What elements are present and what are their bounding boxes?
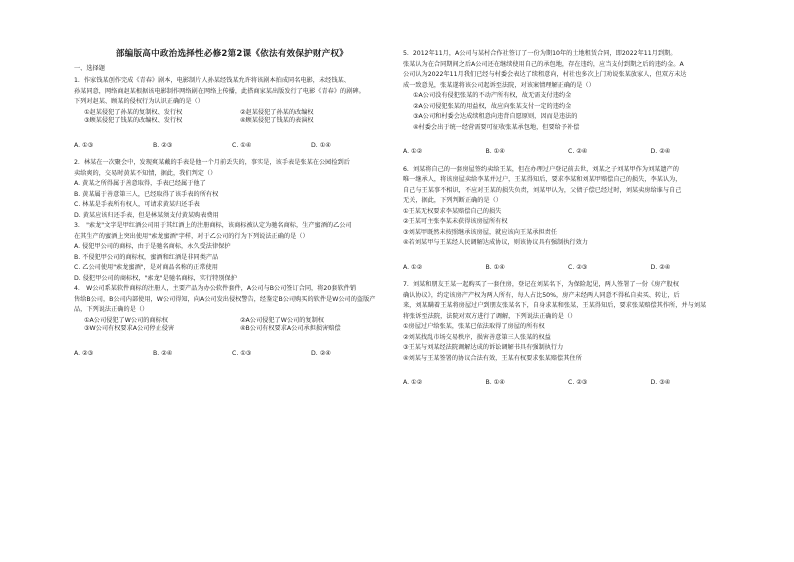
sub-option: ③顾某侵犯了钱某的改编权、发行权 — [84, 117, 183, 124]
option-line: B. 黄某属于善意第三人，已经取得了该手表的所有权 — [74, 190, 219, 198]
question-line: 公司认为2022年11月我们已经与村委会表达了续租意向，村社也多次上门劝说张某放家人，但双方未达 — [403, 71, 687, 78]
answer-option-c[interactable]: C. ①④ — [232, 141, 252, 149]
answer-choices — [403, 148, 733, 157]
sub-option: ②赵某侵犯了孙某的改编权 — [240, 108, 314, 116]
sub-option: ④顾某侵犯了钱某的表演权 — [240, 117, 314, 124]
option-line: A. 侵犯甲公司的商标，由于是驰名商标，永久受法律保护 — [74, 243, 231, 250]
answer-option-d[interactable]: D. ③④ — [650, 379, 671, 386]
answer-option-b[interactable]: B. ①④ — [485, 263, 505, 271]
question-line: 卖给爽的，交易时黄某不知情，据此，我们判定（） — [74, 169, 217, 177]
answer-option-b[interactable]: B. ②④ — [153, 349, 173, 357]
answer-option-a[interactable]: A. ①③ — [74, 141, 94, 149]
option-line: D. 侵犯甲公司的商标权，"索龙"是驰名商标，实行特别保护 — [74, 274, 237, 282]
answer-option-d[interactable]: D. ②④ — [650, 148, 671, 155]
question-line: 7. 刘某和朋友王某一起购买了一套住房，登记在刘某名下，为保险起见，两人签署了一份《房产股权 — [403, 281, 679, 288]
question-number: 5. — [403, 50, 409, 57]
answer-option-d[interactable]: D. ②④ — [650, 263, 671, 271]
question-line: 张某认为在合同期间之后A公司还在继续使用自己的承包地，存在违约，应当支付到期之后的违约金。A — [403, 60, 684, 68]
answer-choices — [74, 142, 390, 151]
answer-choices — [403, 264, 733, 273]
question-line: 4. W公司系某软件商标的注册人，主要产品为办公软件套件，A公司与B公司签订合同，将20套软件销 — [74, 285, 357, 292]
answer-option-a[interactable]: A. ①② — [403, 148, 423, 155]
question-line: 确认协议》，约定该房产产权为两人所有，每人占比50%，房产未经两人同意不得私自卖买、转让，后 — [403, 291, 680, 299]
sub-option: ④B公司有权要求A公司承担损害赔偿 — [240, 325, 341, 332]
page-title: 部编版高中政治选择性必修2第2课《依法有效保护财产权》 — [115, 49, 349, 59]
question-line: 在其生产的蜜酒上突出使用"索龙蜜酒"字样，对于乙公司的行为下列说法正确的是（） — [74, 232, 309, 240]
option-line: D. 黄某应该归还手表，但是林某须支付黄某购表费用 — [74, 211, 219, 219]
answer-choices — [403, 379, 733, 388]
answer-option-b[interactable]: B. ②③ — [153, 141, 173, 149]
sub-option: ①A公司没有侵犯张某的不动产所有权，故无需支付违约金 — [413, 92, 572, 99]
question-line: 成一致意见，张某遂将该公司起诉至法院，对该案情理解正确的是（） — [403, 81, 595, 89]
question-line: 将张诉至法院，法院对双方进行了调解，下列说法正确的是（） — [403, 312, 577, 320]
question-7 — [403, 281, 733, 388]
question-5 — [403, 50, 733, 157]
sub-option: ①A公司侵犯了W公司的商标权 — [84, 316, 168, 324]
sub-option: ④刘某与王某签署的协议合法有效，王某有权要求张某赔偿其住所 — [403, 354, 582, 362]
question-line: 孙某同意，网络商赵某根据该电影制作网络剧在网络上传播，此搭商家某出版发行了电影《青春》的剧碑。 — [74, 87, 365, 95]
sub-option: ③W公司有权要求A公司停止侵害 — [84, 325, 175, 332]
question-number: 7. — [403, 281, 409, 288]
sub-option: ③刘某甲既然未按照继承该房屋，就应该向王某承担责任 — [403, 228, 558, 236]
left-column — [74, 50, 390, 367]
question-line: 1. 作家钱某创作完成《青春》剧本，电影制片人孙某经钱某允许将该剧本拍成同名电影，未经钱某、 — [74, 77, 350, 84]
right-column — [403, 50, 733, 397]
question-line: 无关，据此，下列判断正确的是（） — [403, 197, 502, 204]
question-2 — [74, 159, 390, 358]
sub-option: ②王某可主张李某未获得该房屋所有权 — [403, 218, 508, 225]
answer-option-c[interactable]: C. ②③ — [568, 263, 588, 271]
answer-option-d[interactable]: D. ②④ — [311, 349, 331, 357]
question-number: 1. — [74, 77, 80, 84]
section-heading: 一、选择题 — [74, 64, 105, 72]
option-line: B. 不侵犯甲公司的商标权，蜜酒和红酒是非同类产品 — [74, 253, 219, 261]
answer-choices — [74, 350, 390, 359]
answer-option-b[interactable]: B. ①④ — [485, 379, 505, 386]
question-1 — [74, 77, 390, 150]
question-line: 唯一继承人，将该房屋卖给李某并过户，王某得知后，要求李某和刘某甲赔偿自己的损失，李某认为， — [403, 176, 682, 183]
sub-option: ④若刘某甲与王某经人民调解达成协议，则该协议具有强制执行效力 — [403, 239, 588, 246]
answer-option-a[interactable]: A. ①② — [403, 379, 423, 386]
question-line: 品，下列说法正确的是（） — [74, 306, 149, 313]
question-line: 6. 刘某将自己的一套房屋签约卖给王某，但在办理过户登记前去世，刘某之子刘某甲作为刘某遗产的 — [403, 165, 679, 173]
answer-option-d[interactable]: D. ①④ — [311, 141, 331, 149]
sub-option: ①赵某侵犯了孙某的复制权、发行权 — [84, 108, 183, 116]
sub-option: ②A公司侵犯了W公司的复制权 — [240, 316, 324, 324]
sub-option: ②A公司侵犯张某的用益权，故应向张某支付一定的违约金 — [413, 102, 572, 110]
answer-option-c[interactable]: C. ①③ — [232, 349, 252, 357]
option-line: A. 黄某之所得属于善意取得，手表已经属于他了 — [74, 180, 206, 187]
question-line: 自己与王某事不相识，不应对王某的损失负责，刘某甲认为，父债子偿已经过时，刘某卖房给谁与自己 — [403, 186, 682, 194]
option-line: C. 乙公司使用"索龙蜜酒"，是对商品名称的正常使用 — [74, 264, 218, 271]
answer-option-c[interactable]: C. ②④ — [568, 148, 588, 155]
answer-option-b[interactable]: B. ①④ — [485, 148, 505, 155]
question-number: 6. — [403, 165, 409, 173]
question-line: 3. "索龙"文字是甲红酒公司用于其红酒上的注册商标，该商标被认定为驰名商标，生产蜜酒的乙公司 — [74, 222, 352, 229]
sub-options — [74, 109, 390, 126]
sub-option: ③A公司和村委会达成续租意向违背自愿原则，因而是违法的 — [413, 113, 578, 120]
question-6 — [403, 166, 733, 273]
question-line: 售给B公司，B公司内部使用，W公司得知，向A公司发出侵权警告，经鉴定B公司购买的软件是W公司的盗版产 — [74, 295, 376, 303]
sub-option: ②刘某找乱市场交易秩序，损害善意第三人张某的权益 — [403, 333, 551, 341]
question-line: 5. 2012年11月，A公司与某村合作社签订了一份为期10年的土地租赁合同，即2022年11月到期。 — [403, 50, 677, 57]
answer-option-c[interactable]: C. ②③ — [568, 379, 588, 386]
question-line: 2. 林某在一次聚会中，发现爽某戴的手表是他一个月前丢失的，事实是，该手表是张某在公园捡到后 — [74, 159, 350, 166]
answer-option-a[interactable]: A. ①② — [403, 263, 423, 271]
sub-option: ①王某无权要求李某赔偿自己的损失 — [403, 207, 502, 215]
question-line: 下列对赵某、顾某的侵权行为认识正确的是（） — [74, 98, 204, 105]
question-number: 2. — [74, 159, 80, 166]
sub-option: ③王某与刘某经法院调解达成的诉讼调解书具有强制执行力 — [403, 344, 564, 351]
question-line: 来，刘某瞒着王某将房屋过户到朋友张某名下，自身求某和张某，王某得知后，要求张某赔偿其作所，并与刘某 — [403, 302, 707, 309]
sub-option: ①房屋过户给张某，张某已依法取得了房屋的所有权 — [403, 323, 545, 330]
sub-option: ④村委会出于统一经营需要可征收张某承包地，但要给予补偿 — [413, 123, 580, 131]
sub-options — [74, 317, 390, 334]
option-line: C. 林某是手表所有权人，可请求黄某归还手表 — [74, 201, 200, 208]
answer-option-a[interactable]: A. ②③ — [74, 349, 94, 357]
